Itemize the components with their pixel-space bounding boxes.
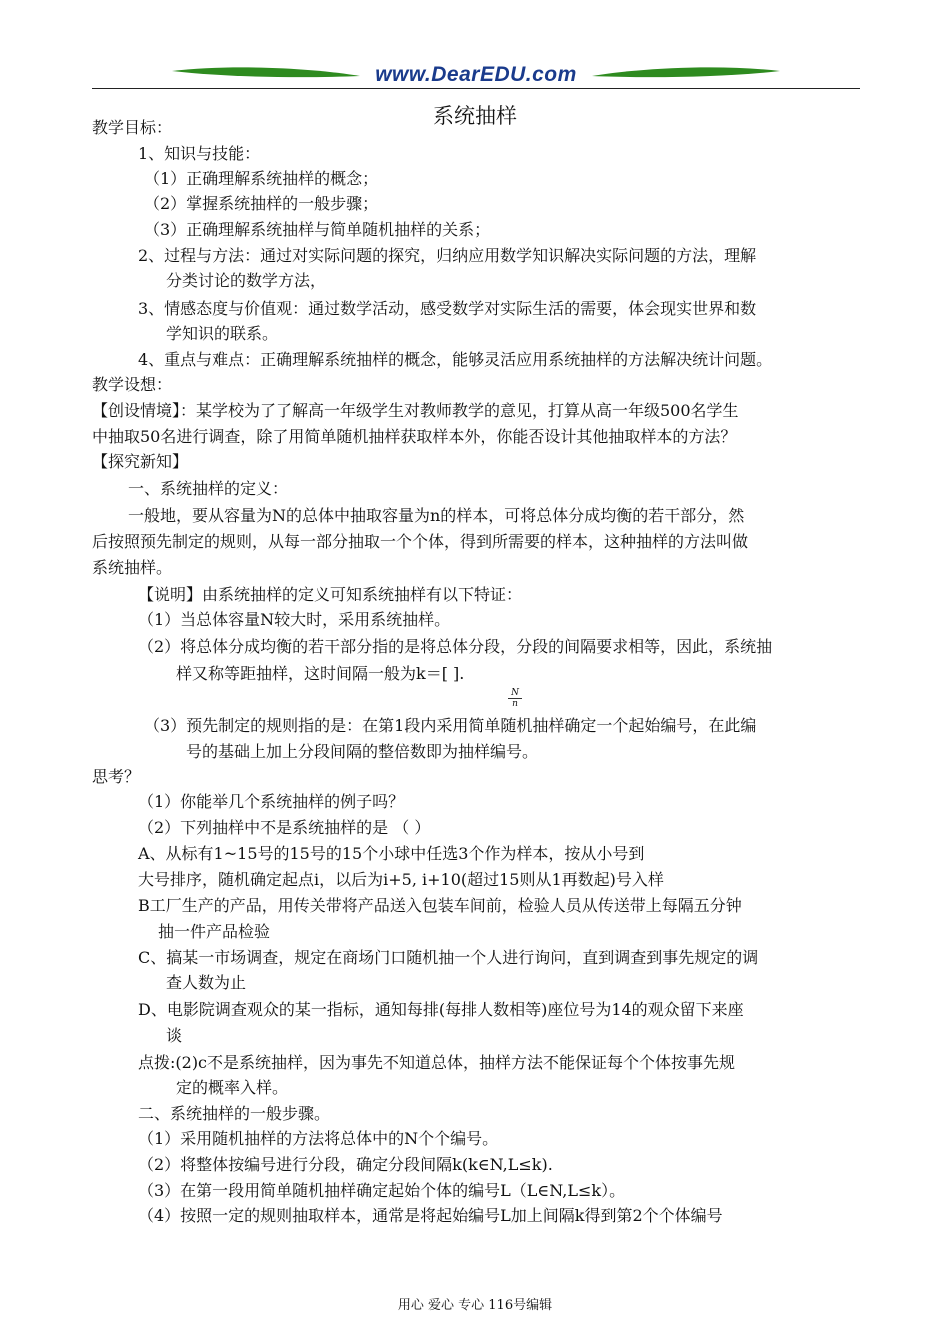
text-line: 一、系统抽样的定义：	[128, 479, 289, 498]
text-line: 系统抽样。	[92, 558, 173, 577]
text-line: （1）正确理解系统抽样的概念；	[144, 169, 379, 188]
logo-text: www.DearEDU.com	[375, 63, 577, 86]
text-line: 思考？	[92, 767, 141, 786]
text-line: 谈	[166, 1026, 183, 1045]
text-line: 二、系统抽样的一般步骤。	[138, 1104, 331, 1123]
text-line: 点拨:(2)c不是系统抽样，因为事先不知道总体，抽样方法不能保证每个个体按事先规	[138, 1053, 736, 1072]
fraction-numerator: N	[508, 688, 522, 699]
text-line: 2、过程与方法：通过对实际问题的探究，归纳应用数学知识解决实际问题的方法，理解	[138, 246, 757, 265]
text-line: 定的概率入样。	[176, 1078, 289, 1097]
text-line: （4）按照一定的规则抽取样本，通常是将起始编号L加上间隔k得到第2个个体编号	[138, 1206, 723, 1225]
text-line: 【探究新知】	[92, 452, 189, 471]
text-line: 抽一件产品检验	[158, 922, 271, 941]
text-line: 1、知识与技能：	[138, 144, 261, 163]
text-line: （2）掌握系统抽样的一般步骤；	[144, 194, 379, 213]
text-line: C、搞某一市场调查，规定在商场门口随机抽一个人进行询问，直到调查到事先规定的调	[138, 948, 759, 967]
header-rule	[92, 88, 860, 89]
text-line: 样又称等距抽样，这时间隔一般为k＝[ ].	[176, 664, 465, 683]
text-line: 后按照预先制定的规则，从每一部分抽取一个个体，得到所需要的样本，这种抽样的方法叫做	[92, 532, 749, 551]
text-line: 3、情感态度与价值观：通过数学活动，感受数学对实际生活的需要，体会现实世界和数	[138, 299, 757, 318]
text-line: （2）下列抽样中不是系统抽样的是 （ ）	[138, 818, 431, 837]
fraction-n-over-n	[508, 688, 522, 709]
text-line: 学知识的联系。	[166, 324, 279, 343]
text-line: （2）将整体按编号进行分段，确定分段间隔k(k∈N,L≤k).	[138, 1155, 553, 1174]
text-line: （1）你能举几个系统抽样的例子吗？	[138, 792, 405, 811]
text-line: D、电影院调查观众的某一指标，通知每排(每排人数相等)座位号为14的观众留下来座	[138, 1000, 744, 1019]
text-line: 号的基础上加上分段间隔的整倍数即为抽样编号。	[186, 742, 539, 761]
text-line: （3）预先制定的规则指的是：在第1段内采用简单随机抽样确定一个起始编号，在此编	[144, 716, 757, 735]
text-line: 大号排序，随机确定起点i，以后为i+5, i+10(超过15则从1再数起)号入样	[138, 870, 664, 889]
text-line: （1）当总体容量N较大时，采用系统抽样。	[138, 610, 451, 629]
text-line: （3）正确理解系统抽样与简单随机抽样的关系；	[144, 220, 491, 239]
text-line: A、从标有1~15号的15号的15个小球中任选3个作为样本，按从小号到	[138, 844, 645, 863]
fraction-denominator: n	[512, 699, 518, 709]
page-footer: 用心 爱心 专心 116号编辑	[397, 1298, 553, 1313]
text-line: 【创设情境】：某学校为了了解高一年级学生对教师教学的意见，打算从高一年级500名学生	[92, 401, 739, 420]
text-line: 4、重点与难点：正确理解系统抽样的概念，能够灵活应用系统抽样的方法解决统计问题。	[138, 350, 773, 369]
text-line: 一般地，要从容量为N的总体中抽取容量为n的样本，可将总体分成均衡的若干部分，然	[128, 506, 745, 525]
site-header-logo	[92, 62, 860, 90]
text-line: （2）将总体分成均衡的若干部分指的是将总体分段，分段的间隔要求相等，因此，系统抽	[138, 637, 773, 656]
text-line: 分类讨论的数学方法，	[166, 271, 327, 290]
text-line: B工厂生产的产品，用传关带将产品送入包装车间前，检验人员从传送带上每隔五分钟	[138, 896, 742, 915]
text-line: 中抽取50名进行调查，除了用简单随机抽样获取样本外，你能否设计其他抽取样本的方法？	[92, 427, 737, 446]
text-line: 教学目标：	[92, 118, 173, 137]
text-line: 查人数为止	[166, 973, 247, 992]
page-title: 系统抽样	[433, 104, 517, 128]
text-line: （1）采用随机抽样的方法将总体中的N个个编号。	[138, 1129, 499, 1148]
text-line: （3）在第一段用简单随机抽样确定起始个体的编号L（L∈N,L≤k）。	[138, 1181, 626, 1200]
text-line: 教学设想：	[92, 375, 173, 394]
text-line: 【说明】由系统抽样的定义可知系统抽样有以下特证：	[138, 585, 523, 604]
